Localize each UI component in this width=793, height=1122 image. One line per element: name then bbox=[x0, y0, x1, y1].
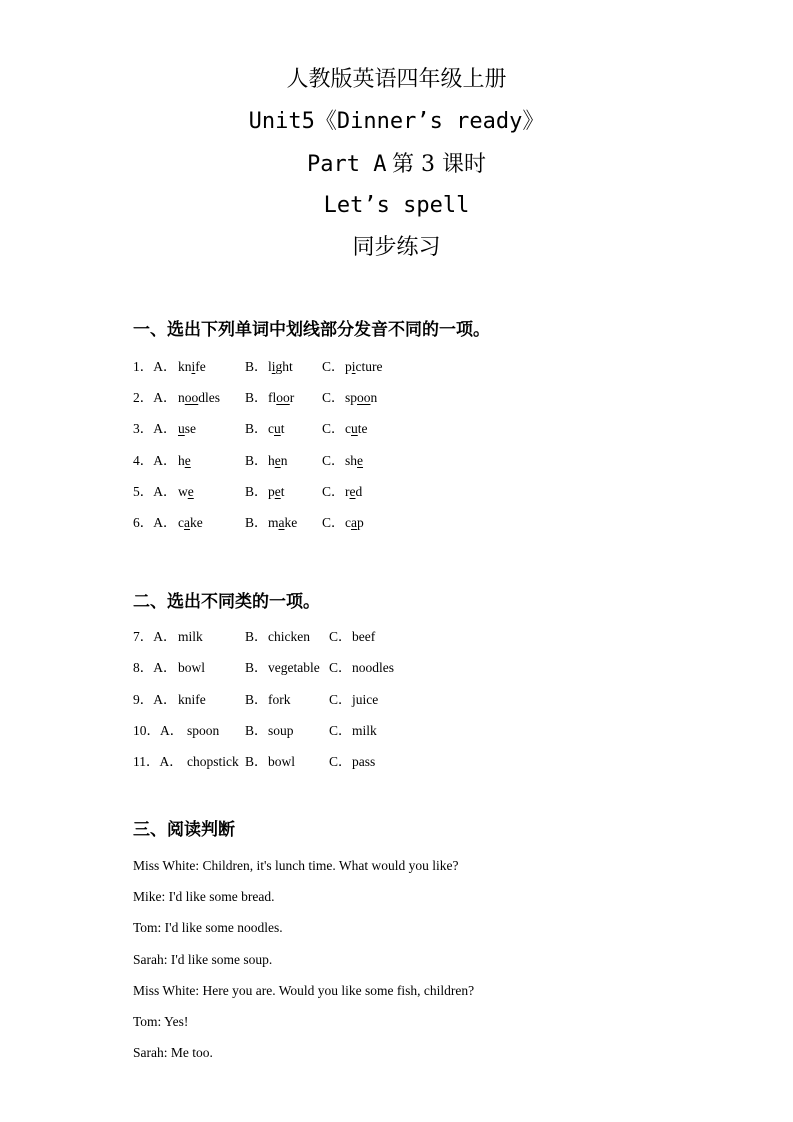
option-b: bowl bbox=[268, 754, 295, 770]
question-number: 3．A． bbox=[133, 421, 177, 437]
dialog-line: Sarah: I'd like some soup. bbox=[133, 951, 273, 967]
option-a: noodles bbox=[178, 390, 220, 406]
question-number: 8．A． bbox=[133, 660, 177, 676]
question-number: 11．A． bbox=[133, 754, 183, 770]
option-c-label: C． bbox=[329, 754, 352, 770]
option-c: cap bbox=[345, 515, 364, 530]
underlined-letters: e bbox=[187, 483, 194, 499]
option-c-label: C． bbox=[322, 452, 345, 468]
underlined-letters: a bbox=[184, 515, 190, 530]
option-b: make bbox=[268, 515, 298, 530]
underlined-letters: oo bbox=[357, 390, 371, 406]
option-b-label: B． bbox=[245, 515, 268, 530]
option-c: red bbox=[345, 483, 363, 499]
option-c-label: C． bbox=[329, 660, 352, 676]
option-a: cake bbox=[178, 515, 203, 530]
underlined-letters: oo bbox=[184, 390, 199, 406]
option-a: he bbox=[178, 452, 191, 468]
title-lesson-name: Let’s spell bbox=[323, 193, 470, 218]
dialog-line: Miss White: Children, it's lunch time. What would you like? bbox=[133, 858, 459, 873]
option-b: hen bbox=[268, 452, 288, 468]
option-b: pet bbox=[268, 483, 285, 499]
option-b: light bbox=[268, 359, 293, 374]
question-number: 1．A． bbox=[133, 359, 177, 374]
section3-heading: 三、阅读判断 bbox=[133, 820, 235, 840]
title-textbook: 人教版英语四年级上册 bbox=[286, 67, 507, 92]
option-a: bowl bbox=[178, 660, 205, 676]
option-a: knife bbox=[178, 691, 206, 707]
option-c: pass bbox=[352, 754, 376, 770]
option-c: milk bbox=[352, 722, 377, 738]
option-c-label: C． bbox=[322, 421, 345, 437]
option-b-label: B． bbox=[245, 691, 268, 707]
option-b: floor bbox=[268, 390, 295, 406]
underlined-letters: u bbox=[274, 421, 281, 437]
question-number: 5．A． bbox=[133, 483, 177, 499]
option-c: spoon bbox=[345, 390, 378, 406]
underlined-letters: u bbox=[178, 421, 185, 437]
section2-heading: 二、选出不同类的一项。 bbox=[133, 592, 320, 612]
option-b-label: B． bbox=[245, 359, 268, 374]
title-part-label: Part A bbox=[307, 152, 387, 177]
option-b: chicken bbox=[268, 629, 310, 644]
option-a: use bbox=[178, 421, 196, 437]
underlined-letters: e bbox=[274, 452, 281, 468]
question-number: 6．A． bbox=[133, 515, 177, 530]
underlined-letters: a bbox=[351, 515, 357, 530]
option-b-label: B． bbox=[245, 421, 268, 437]
underlined-letters: u bbox=[351, 421, 358, 437]
option-a: milk bbox=[178, 629, 203, 644]
option-b-label: B． bbox=[245, 629, 268, 644]
title-lesson: 第 3 课时 bbox=[392, 152, 486, 177]
option-b: vegetable bbox=[268, 660, 320, 676]
title-part bbox=[0, 150, 793, 179]
option-b-label: B． bbox=[245, 722, 268, 738]
underlined-letters: i bbox=[191, 359, 196, 374]
question-number: 7．A． bbox=[133, 629, 177, 644]
underlined-letters: i bbox=[351, 359, 356, 374]
option-c: noodles bbox=[352, 660, 394, 676]
option-b-label: B． bbox=[245, 390, 268, 406]
option-c: beef bbox=[352, 629, 376, 644]
option-c-label: C． bbox=[322, 515, 345, 530]
option-b: cut bbox=[268, 421, 285, 437]
title-unit: Unit5《Dinner’s ready》 bbox=[248, 109, 545, 134]
option-c-label: C． bbox=[322, 390, 345, 406]
option-b: fork bbox=[268, 691, 291, 707]
dialog-line: Tom: Yes! bbox=[133, 1014, 189, 1029]
option-b-label: B． bbox=[245, 452, 268, 468]
option-c-label: C． bbox=[329, 629, 352, 644]
underlined-letters: e bbox=[184, 452, 191, 468]
underlined-letters: a bbox=[278, 515, 285, 530]
underlined-letters: e bbox=[274, 483, 281, 499]
dialog-line: Tom: I'd like some noodles. bbox=[133, 920, 283, 936]
option-c: she bbox=[345, 452, 364, 468]
title-exercise: 同步练习 bbox=[352, 235, 441, 260]
option-b-label: B． bbox=[245, 660, 268, 676]
option-a: spoon bbox=[187, 722, 220, 738]
option-a: we bbox=[178, 483, 194, 499]
section1-heading: 一、选出下列单词中划线部分发音不同的一项。 bbox=[133, 320, 490, 340]
option-c-label: C． bbox=[322, 483, 345, 499]
underlined-letters: i bbox=[271, 359, 276, 374]
option-a: chopstick bbox=[187, 754, 239, 770]
dialog-line: Sarah: Me too. bbox=[133, 1045, 213, 1061]
option-c: juice bbox=[352, 691, 379, 707]
option-a: knife bbox=[178, 359, 206, 374]
question-number: 2．A． bbox=[133, 390, 177, 406]
option-b: soup bbox=[268, 722, 294, 738]
option-c: cute bbox=[345, 421, 368, 437]
option-b-label: B． bbox=[245, 483, 268, 499]
option-b-label: B． bbox=[245, 754, 268, 770]
question-number: 4．A． bbox=[133, 452, 177, 468]
question-number: 10．A． bbox=[133, 722, 184, 738]
dialog-line: Miss White: Here you are. Would you like some fish, children? bbox=[133, 982, 475, 998]
underlined-letters: oo bbox=[276, 390, 290, 406]
option-c-label: C． bbox=[322, 359, 345, 374]
underlined-letters: e bbox=[349, 483, 356, 499]
question-number: 9．A． bbox=[133, 691, 177, 707]
option-c: picture bbox=[345, 359, 383, 374]
dialog-line: Mike: I'd like some bread. bbox=[133, 889, 275, 905]
option-c-label: C． bbox=[329, 691, 352, 707]
option-c-label: C． bbox=[329, 722, 352, 738]
underlined-letters: e bbox=[357, 452, 364, 468]
